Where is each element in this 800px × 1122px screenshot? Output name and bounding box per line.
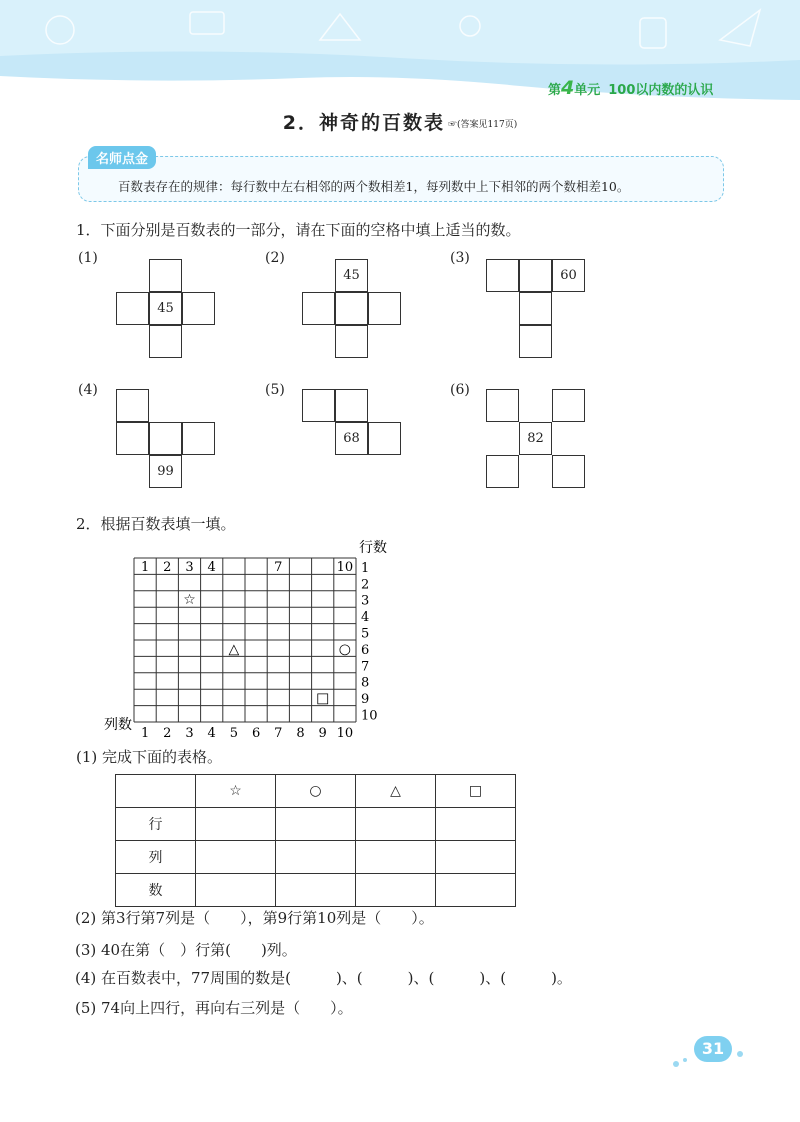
puzzle1-cell[interactable] [182, 292, 215, 325]
puzzle3-cell[interactable] [519, 325, 552, 358]
answer-cell[interactable] [356, 874, 436, 907]
answer-cell[interactable] [276, 808, 356, 841]
symbol-table [115, 774, 516, 907]
answer-cell[interactable] [436, 808, 516, 841]
q1-label-1: (1) [78, 250, 98, 266]
puzzle1-cell[interactable] [149, 259, 182, 292]
q1-label-2: (2) [265, 250, 285, 266]
page-number: 31 [694, 1036, 732, 1062]
q1-label-3: (3) [450, 250, 470, 266]
puzzle3-cell[interactable] [486, 259, 519, 292]
tip-tag: 名师点金 [88, 146, 156, 169]
puzzle4-given: 99 [149, 455, 182, 488]
grid-circle-symbol: ○ [338, 641, 352, 658]
puzzle4-cell[interactable] [116, 389, 149, 422]
q2-sub5: (5) 74向上四行，再向右三列是（ ）。 [75, 999, 353, 1017]
answer-cell[interactable] [196, 808, 276, 841]
col-number: 4 [207, 726, 216, 741]
puzzle4-cell[interactable] [116, 422, 149, 455]
puzzle1-cell[interactable] [116, 292, 149, 325]
row-number: 6 [361, 642, 370, 658]
page-title [0, 108, 800, 135]
puzzle6-cell[interactable] [486, 455, 519, 488]
grid-top-number: 2 [163, 559, 172, 575]
puzzle1-given: 45 [149, 292, 182, 325]
puzzle6-cell[interactable] [552, 389, 585, 422]
col-number: 7 [274, 726, 283, 741]
col-number: 5 [229, 726, 239, 741]
unit-suffix: 单元 [574, 83, 601, 98]
answer-cell[interactable] [356, 841, 436, 874]
col-number: 9 [318, 726, 327, 741]
grid-top-number: 4 [207, 559, 216, 575]
col-number: 10 [336, 726, 354, 741]
q2-sub3: (3) 40在第（ ）行第( )列。 [75, 941, 297, 959]
row-number: 9 [361, 692, 370, 708]
col-title: 列数 [104, 717, 132, 733]
q2-sub2: (2) 第3行第7列是（ ），第9行第10列是（ ）。 [75, 909, 434, 927]
puzzle1-cell[interactable] [149, 325, 182, 358]
puzzle4-cell[interactable] [182, 422, 215, 455]
table-row-label: 列 [116, 841, 196, 874]
col-number: 2 [163, 726, 172, 741]
tip-text: 百数表存在的规律：每行数中左右相邻的两个数相差1，每列数中上下相邻的两个数相差10。 [118, 179, 630, 194]
grid-star-symbol: ☆ [183, 592, 196, 609]
row-number: 10 [361, 708, 378, 724]
grid-top-number: 10 [336, 559, 354, 575]
grid-top-number: 1 [140, 559, 150, 575]
answer-cell[interactable] [436, 841, 516, 874]
unit-prefix: 第 [548, 83, 562, 98]
q2-prompt: 2．根据百数表填一填。 [76, 515, 236, 533]
row-number: 8 [361, 675, 370, 691]
grid-top-number: 7 [274, 559, 283, 575]
table-head-circle: ○ [276, 775, 356, 808]
table-row-label: 数 [116, 874, 196, 907]
q1-label-5: (5) [265, 382, 285, 398]
col-number: 1 [140, 726, 150, 741]
answer-cell[interactable] [436, 874, 516, 907]
puzzle6-given: 82 [519, 422, 552, 455]
page-number-bubbles [668, 1046, 748, 1070]
puzzle2-cell[interactable] [335, 325, 368, 358]
grid-square-symbol: □ [316, 690, 330, 707]
puzzle2-given: 45 [335, 259, 368, 292]
row-number: 7 [361, 659, 370, 675]
answer-cell[interactable] [356, 808, 436, 841]
q2-sub1: (1) 完成下面的表格。 [76, 748, 223, 766]
puzzle5-cell[interactable] [368, 422, 401, 455]
unit-number: 4 [561, 77, 575, 99]
row-number: 5 [361, 626, 370, 642]
puzzle2-cell[interactable] [368, 292, 401, 325]
puzzle5-cell[interactable] [302, 389, 335, 422]
row-title: 行数 [359, 540, 387, 556]
unit-topic: 100以内数的认识 [608, 83, 714, 98]
puzzle2-cell[interactable] [335, 292, 368, 325]
puzzle3-cell[interactable] [519, 292, 552, 325]
grid-triangle-symbol: △ [228, 641, 240, 658]
row-number: 3 [361, 593, 370, 609]
table-head-square: □ [436, 775, 516, 808]
table-head-triangle: △ [356, 775, 436, 808]
table-row-label: 行 [116, 808, 196, 841]
row-number: 2 [361, 577, 370, 593]
answer-cell[interactable] [276, 841, 356, 874]
col-number: 8 [296, 726, 305, 741]
col-number: 3 [185, 726, 194, 741]
table-head-star: ☆ [196, 775, 276, 808]
answer-cell[interactable] [276, 874, 356, 907]
puzzle4-cell[interactable] [149, 422, 182, 455]
row-number: 4 [361, 610, 370, 626]
col-number: 6 [251, 726, 261, 741]
puzzle2-cell[interactable] [302, 292, 335, 325]
answer-ref: ☞(答案见117页) [448, 120, 518, 130]
grid-top-number: 3 [185, 559, 194, 575]
puzzle3-given: 60 [552, 259, 585, 292]
q2-sub4: (4) 在百数表中，77周围的数是( )、( )、( )、( )。 [75, 969, 572, 987]
table-corner [116, 775, 196, 808]
q1-label-4: (4) [78, 382, 98, 398]
row-number: 1 [361, 560, 370, 576]
q1-prompt: 1．下面分别是百数表的一部分，请在下面的空格中填上适当的数。 [76, 221, 521, 239]
puzzle3-cell[interactable] [519, 259, 552, 292]
answer-cell[interactable] [196, 841, 276, 874]
answer-cell[interactable] [196, 874, 276, 907]
unit-label [548, 77, 713, 99]
puzzle6-cell[interactable] [486, 389, 519, 422]
puzzle5-cell[interactable] [335, 389, 368, 422]
puzzle5-given: 68 [335, 422, 368, 455]
q1-label-6: (6) [450, 382, 470, 398]
puzzle6-cell[interactable] [552, 455, 585, 488]
title-main: 2．神奇的百数表 [282, 112, 446, 134]
